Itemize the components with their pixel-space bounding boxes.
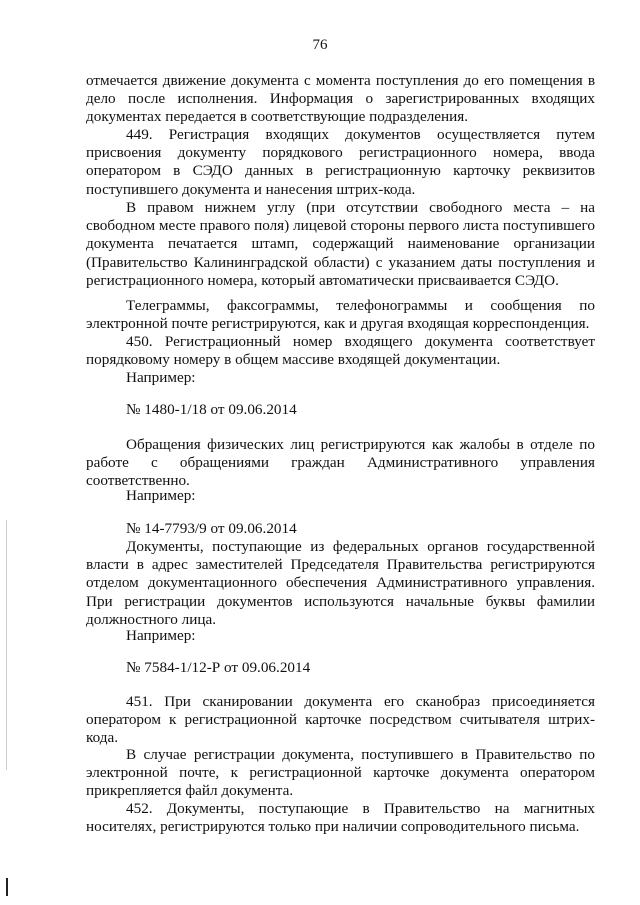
example-label-2: Например: — [126, 487, 196, 504]
paragraph-stamp: В правом нижнем углу (при отсутствии свободного места – на свободном месте правого поля) лицевой стороны первого листа поступившего документа печатается штамп, содержащий наименование организации (Правительство Калининградской области) с указанием даты поступления и регистрационного номера, который автоматически присваивается СЭДО. — [86, 199, 595, 289]
scan-margin-line — [6, 520, 7, 770]
page-number: 76 — [312, 37, 328, 53]
paragraph-continuation: отмечается движение документа с момента поступления до его помещения в дело после исполнения. Информация о зарегистрированных входящих документах передается в соответствующие подразделения. — [86, 72, 595, 126]
example-number-3: № 7584-1/12-Р от 09.06.2014 — [126, 659, 311, 676]
paragraph-449: 449. Регистрация входящих документов осуществляется путем присвоения документу порядкового регистрационного номера, ввода оператором в СЭДО данных в регистрационную карточку реквизитов поступившего документа и нанесения штрих-кода. — [86, 126, 595, 198]
paragraph-telegrams: Телеграммы, факсограммы, телефонограммы и сообщения по электронной почте регистрируются, как и другая входящая корреспонденция. — [86, 297, 595, 333]
paragraph-451: 451. При сканировании документа его сканобраз присоединяется оператором к регистрационной карточке посредством считывателя штрих-кода. — [86, 693, 595, 747]
paragraph-federal-documents: Документы, поступающие из федеральных органов государственной власти в адрес заместителей Председателя Правительства регистрируются отделом документационного обеспечения Административного управления. При регистрации документов используются начальные буквы фамилии должностного лица. — [86, 538, 595, 628]
example-label-3: Например: — [126, 627, 196, 644]
paragraph-email-registration: В случае регистрации документа, поступившего в Правительство по электронной почте, к регистрационной карточке документа оператором прикрепляется файл документа. — [86, 746, 595, 800]
example-number-2: № 14-7793/9 от 09.06.2014 — [126, 520, 297, 537]
example-label-1: Например: — [126, 369, 196, 386]
paragraph-452: 452. Документы, поступающие в Правительство на магнитных носителях, регистрируются только при наличии сопроводительного письма. — [86, 800, 595, 836]
paragraph-citizen-appeals: Обращения физических лиц регистрируются как жалобы в отделе по работе с обращениями граждан Административного управления соответственно. — [86, 436, 595, 490]
paragraph-450: 450. Регистрационный номер входящего документа соответствует порядковому номеру в общем массиве входящей документации. — [86, 333, 595, 369]
scan-margin-line — [6, 878, 8, 896]
example-number-1: № 1480-1/18 от 09.06.2014 — [126, 401, 297, 418]
